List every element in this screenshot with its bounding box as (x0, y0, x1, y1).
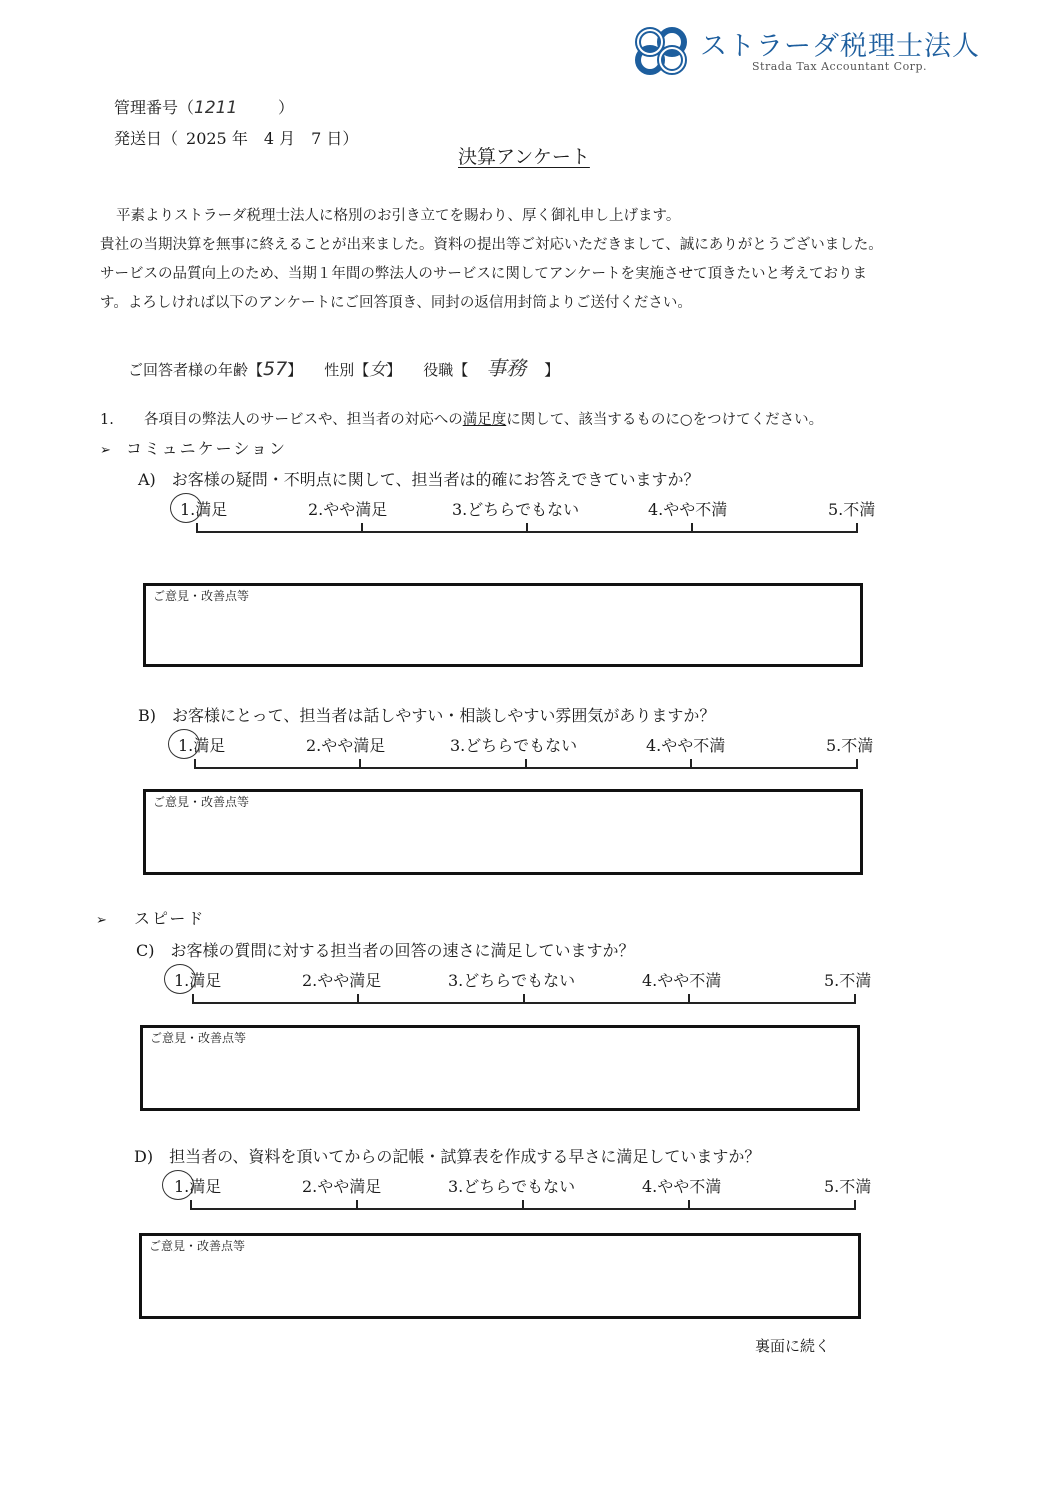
scale-option-5[interactable]: 5.不満 (824, 1177, 872, 1196)
question-a: A) お客様の疑問・不明点に関して、担当者は的確にお答えできていますか？ (138, 470, 700, 489)
send-date-row (114, 126, 358, 149)
section-title: スピード (134, 909, 206, 928)
scale-tick (522, 1200, 524, 1210)
scale-option-5[interactable]: 5.不満 (828, 500, 876, 519)
scale-tick (688, 994, 690, 1004)
scale-option-1[interactable]: 1.満足 (174, 1177, 222, 1196)
scale-option-3[interactable]: 3.どちらでもない (448, 971, 576, 990)
comment-box-c[interactable] (140, 1025, 860, 1111)
send-date-value: 2025 年 4 月 7 日） (186, 129, 359, 148)
scale-option-3[interactable]: 3.どちらでもない (450, 736, 578, 755)
age-value: 57 (263, 358, 288, 380)
question-d: D) 担当者の、資料を頂いてからの記帳・試算表を作成する早さに満足していますか？ (134, 1147, 761, 1166)
comment-box-a[interactable] (143, 583, 863, 667)
scale-tick (194, 759, 196, 769)
instruction-post: に関して、該当するものに○をつけてください。 (506, 412, 824, 428)
scale-option-4[interactable]: 4.やや不満 (642, 971, 722, 990)
arrow-bullet-icon: ➢ (100, 443, 111, 458)
comment-label: ご意見・改善点等 (153, 795, 250, 809)
scale-option-4[interactable]: 4.やや不満 (648, 500, 728, 519)
scale-option-1[interactable]: 1.満足 (174, 971, 222, 990)
scale-option-2[interactable]: 2.やや満足 (302, 971, 382, 990)
scale-tick (854, 994, 856, 1004)
scale-tick (192, 994, 194, 1004)
scale-tick (688, 1200, 690, 1210)
scale-option-2[interactable]: 2.やや満足 (306, 736, 386, 755)
scale-tick (856, 523, 858, 533)
scale-tick (526, 523, 528, 533)
question-number: 1. (100, 412, 114, 428)
continued-on-back-note: 裏面に続く (755, 1337, 831, 1355)
comment-label: ご意見・改善点等 (149, 1239, 246, 1253)
intro-line: 貴社の当期決算を無事に終えることが出来ました。資料の提出等ご対応いただきまして、誠にありがとうございました。 (100, 237, 883, 253)
scale-tick (361, 523, 363, 533)
page-title: 決算アンケート (458, 146, 590, 168)
management-number-row (114, 95, 294, 118)
comment-box-d[interactable] (139, 1233, 861, 1319)
scale-tick (190, 1200, 192, 1210)
scale-tick (359, 759, 361, 769)
send-date-label: 発送日（ (114, 129, 179, 148)
scale-tick (525, 759, 527, 769)
age-close: 】 (287, 361, 303, 379)
scale-option-2[interactable]: 2.やや満足 (302, 1177, 382, 1196)
role-value: 事務 (486, 356, 527, 380)
respondent-info (128, 352, 559, 381)
scale-option-4[interactable]: 4.やや不満 (646, 736, 726, 755)
gender-close: 】 (386, 361, 402, 379)
arrow-bullet-icon: ➢ (96, 913, 107, 928)
question-1-instruction (100, 408, 823, 429)
management-number-label: 管理番号（ (114, 98, 195, 117)
intro-paragraph (100, 202, 960, 318)
instruction-pre: 各項目の弊法人のサービスや、担当者の対応への (144, 412, 463, 428)
scale-option-1[interactable]: 1.満足 (180, 500, 228, 519)
section-communication (100, 436, 287, 459)
comment-label: ご意見・改善点等 (153, 589, 250, 603)
company-logo-icon (630, 22, 692, 78)
management-number-value: 1211 (194, 98, 238, 118)
scale-option-3[interactable]: 3.どちらでもない (452, 500, 580, 519)
scale-tick (691, 523, 693, 533)
gender-value: 女 (369, 360, 387, 380)
scale-tick (690, 759, 692, 769)
gender-label: 性別【 (324, 361, 370, 379)
scale-tick (357, 994, 359, 1004)
instruction-emphasis: 満足度 (462, 412, 507, 428)
intro-line: サービスの品質向上のため、当期１年間の弊法人のサービスに関してアンケートを実施させて頂きたいと考えておりま (100, 266, 868, 282)
comment-box-b[interactable] (143, 789, 863, 875)
company-name: ストラーダ税理士法人 (700, 31, 980, 62)
section-speed (96, 906, 205, 929)
role-label: 役職【 (423, 361, 469, 379)
scale-option-3[interactable]: 3.どちらでもない (448, 1177, 576, 1196)
scale-option-2[interactable]: 2.やや満足 (308, 500, 388, 519)
scale-option-1[interactable]: 1.満足 (178, 736, 226, 755)
scale-tick (854, 1200, 856, 1210)
intro-line: す。よろしければ以下のアンケートにご回答頂き、同封の返信用封筒よりご送付ください。 (100, 295, 692, 311)
scale-tick (523, 994, 525, 1004)
scale-tick (356, 1200, 358, 1210)
management-number-close: ） (278, 98, 295, 117)
intro-line: 平素よりストラーダ税理士法人に格別のお引き立てを賜わり、厚く御礼申し上げます。 (116, 208, 681, 224)
question-b: B) お客様にとって、担当者は話しやすい・相談しやすい雰囲気がありますか？ (138, 706, 716, 725)
section-title: コミュニケーション (126, 439, 288, 458)
scale-tick (856, 759, 858, 769)
age-label: ご回答者様の年齢【 (128, 361, 264, 379)
scale-option-5[interactable]: 5.不満 (826, 736, 874, 755)
comment-label: ご意見・改善点等 (150, 1031, 247, 1045)
role-close: 】 (544, 361, 560, 379)
company-english-name: Strada Tax Accountant Corp. (752, 60, 927, 73)
scale-tick (196, 523, 198, 533)
question-c: C) お客様の質問に対する担当者の回答の速さに満足していますか？ (136, 941, 635, 960)
scale-option-5[interactable]: 5.不満 (824, 971, 872, 990)
scale-option-4[interactable]: 4.やや不満 (642, 1177, 722, 1196)
